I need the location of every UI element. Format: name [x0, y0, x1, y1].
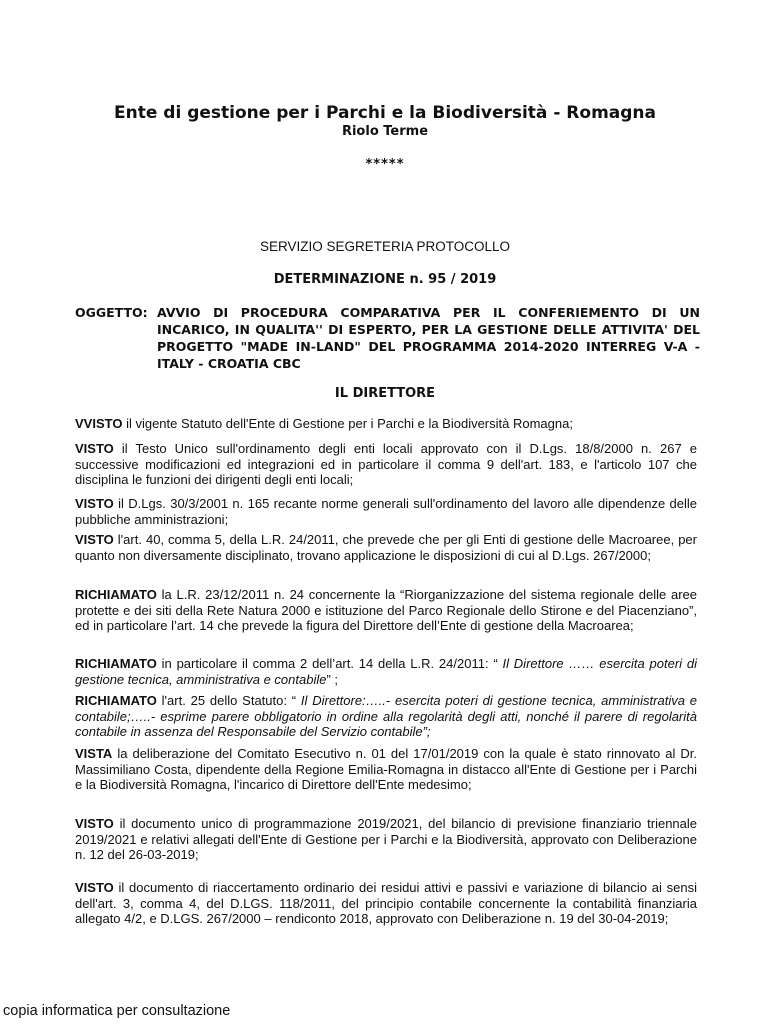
paragraph-lead: VISTO [75, 880, 114, 895]
section-title-director: IL DIRETTORE [334, 386, 436, 401]
determination-number: DETERMINAZIONE n. 95 / 2019 [273, 272, 497, 287]
paragraph-lead: VISTO [75, 496, 114, 511]
paragraph-text: il D.Lgs. 30/3/2001 n. 165 recante norme generali sull'ordinamento del lavoro alle dipendenze delle pubbliche amministrazioni; [75, 496, 697, 527]
paragraph-quote: Il Direttore …… esercita poteri di gestione tecnica, amministrativa e contabile [75, 656, 697, 687]
paragraph-testo-unico [75, 441, 697, 488]
paragraph-lead: RICHIAMATO [75, 656, 157, 671]
paragraph-deliberazione [75, 746, 697, 793]
paragraph-text: il documento di riaccertamento ordinario dei residui attivi e passivi e variazione di bilancio ai sensi dell'art. 3, comma 4, del D.LGS. 118/2011, del principio contabile concernente la contabilità finanziaria allegato 4/2, e D.LGS. 267/2000 – rendiconto 2018, approvato con Deliberazione n. 19 del 30-04-2019; [75, 880, 697, 926]
paragraph-text: il Testo Unico sull'ordinamento degli enti locali approvato con il D.Lgs. 18/8/2000 n. 267 e successive modificazioni ed integrazioni ed in particolare il comma 9 dell'art. 183, e l'articolo 107 che disciplina le funzioni dei dirigenti degli enti locali; [75, 441, 697, 487]
footer-note: copia informatica per consultazione [3, 1003, 231, 1019]
paragraph-statuto-art-25 [75, 693, 697, 740]
separator-stars: ***** [365, 157, 405, 172]
paragraph-text: la L.R. 23/12/2011 n. 24 concernente la “Riorganizzazione del sistema regionale delle aree protette e dei siti della Rete Natura 2000 e istituzione del Parco Regionale dello Stirone e del Piacenziano”, ed in particolare l’art. 14 che prevede la figura del Direttore dell’Ente di gestione della Macroarea; [75, 587, 697, 633]
paragraph-lead: VISTO [75, 532, 114, 547]
paragraph-tail: ” ; [326, 671, 339, 687]
paragraph-text: il documento unico di programmazione 2019/2021, del bilancio di previsione finanziario triennale 2019/2021 e relativi allegati dell'Ente di Gestione per i Parchi e la Biodiversità, approvato con Deliberazione n. 12 del 26-03-2019; [75, 816, 697, 862]
paragraph-text: la deliberazione del Comitato Esecutivo n. 01 del 17/01/2019 con la quale è stato rinnovato al Dr. Massimiliano Costa, dipendente della Regione Emilia-Romagna in distacco all'Ente di Gestione per i Parchi e la Biodiversità Romagna, l'incarico di Direttore dell'Ente medesimo; [75, 746, 697, 792]
paragraph-text: in particolare il comma 2 dell’art. 14 della L.R. 24/2011: “ [156, 656, 503, 671]
paragraph-lead: VISTO [75, 816, 114, 831]
paragraph-comma-2 [75, 656, 697, 687]
paragraph-lead: VISTO [75, 441, 114, 456]
subject-block [75, 304, 700, 372]
paragraph-text: l'art. 40, comma 5, della L.R. 24/2011, che prevede che per gli Enti di gestione delle Macroaree, per quanto non diversamente disciplinato, trovano applicazione le disposizioni di cui al D.Lgs. 267/2000; [75, 532, 697, 563]
organization-town: Riolo Terme [341, 124, 429, 139]
paragraph-lead: RICHIAMATO [75, 587, 157, 602]
paragraph-art-40 [75, 532, 697, 563]
paragraph-dlgs-165 [75, 496, 697, 527]
subject-label: OGGETTO: [75, 305, 148, 320]
paragraph-lr-24 [75, 587, 697, 634]
subject-text: AVVIO DI PROCEDURA COMPARATIVA PER IL CONFERIEMENTO DI UN INCARICO, IN QUALITA'' DI ESPERTO, PER LA GESTIONE DELLE ATTIVITA' DEL PROGETTO "MADE IN-LAND" DEL PROGRAMMA 2014-2020 INTERREG V-A - ITALY - CROATIA CBC [157, 305, 700, 371]
paragraph-riaccertamento [75, 880, 697, 927]
organization-title: Ente di gestione per i Parchi e la Biodiversità - Romagna [114, 103, 656, 123]
paragraph-programmazione [75, 816, 697, 863]
paragraph-text: l'art. 25 dello Statuto: “ [156, 693, 301, 708]
paragraph-text: il vigente Statuto dell'Ente di Gestione per i Parchi e la Biodiversità Romagna; [122, 416, 573, 431]
paragraph-lead: RICHIAMATO [75, 693, 157, 708]
paragraph-statuto [75, 416, 697, 432]
paragraph-lead: VVISTO [75, 416, 123, 431]
paragraph-lead: VISTA [75, 746, 113, 761]
service-name: SERVIZIO SEGRETERIA PROTOCOLLO [259, 239, 511, 254]
paragraph-quote: Il Direttore:…..- esercita poteri di gestione tecnica, amministrativa e contabile;…..- esprime parere obbligatorio in ordine alla regolarità degli atti, nonché il parere di regolarità contabile in assenza del Responsabile del Servizio contabile”; [75, 693, 697, 739]
